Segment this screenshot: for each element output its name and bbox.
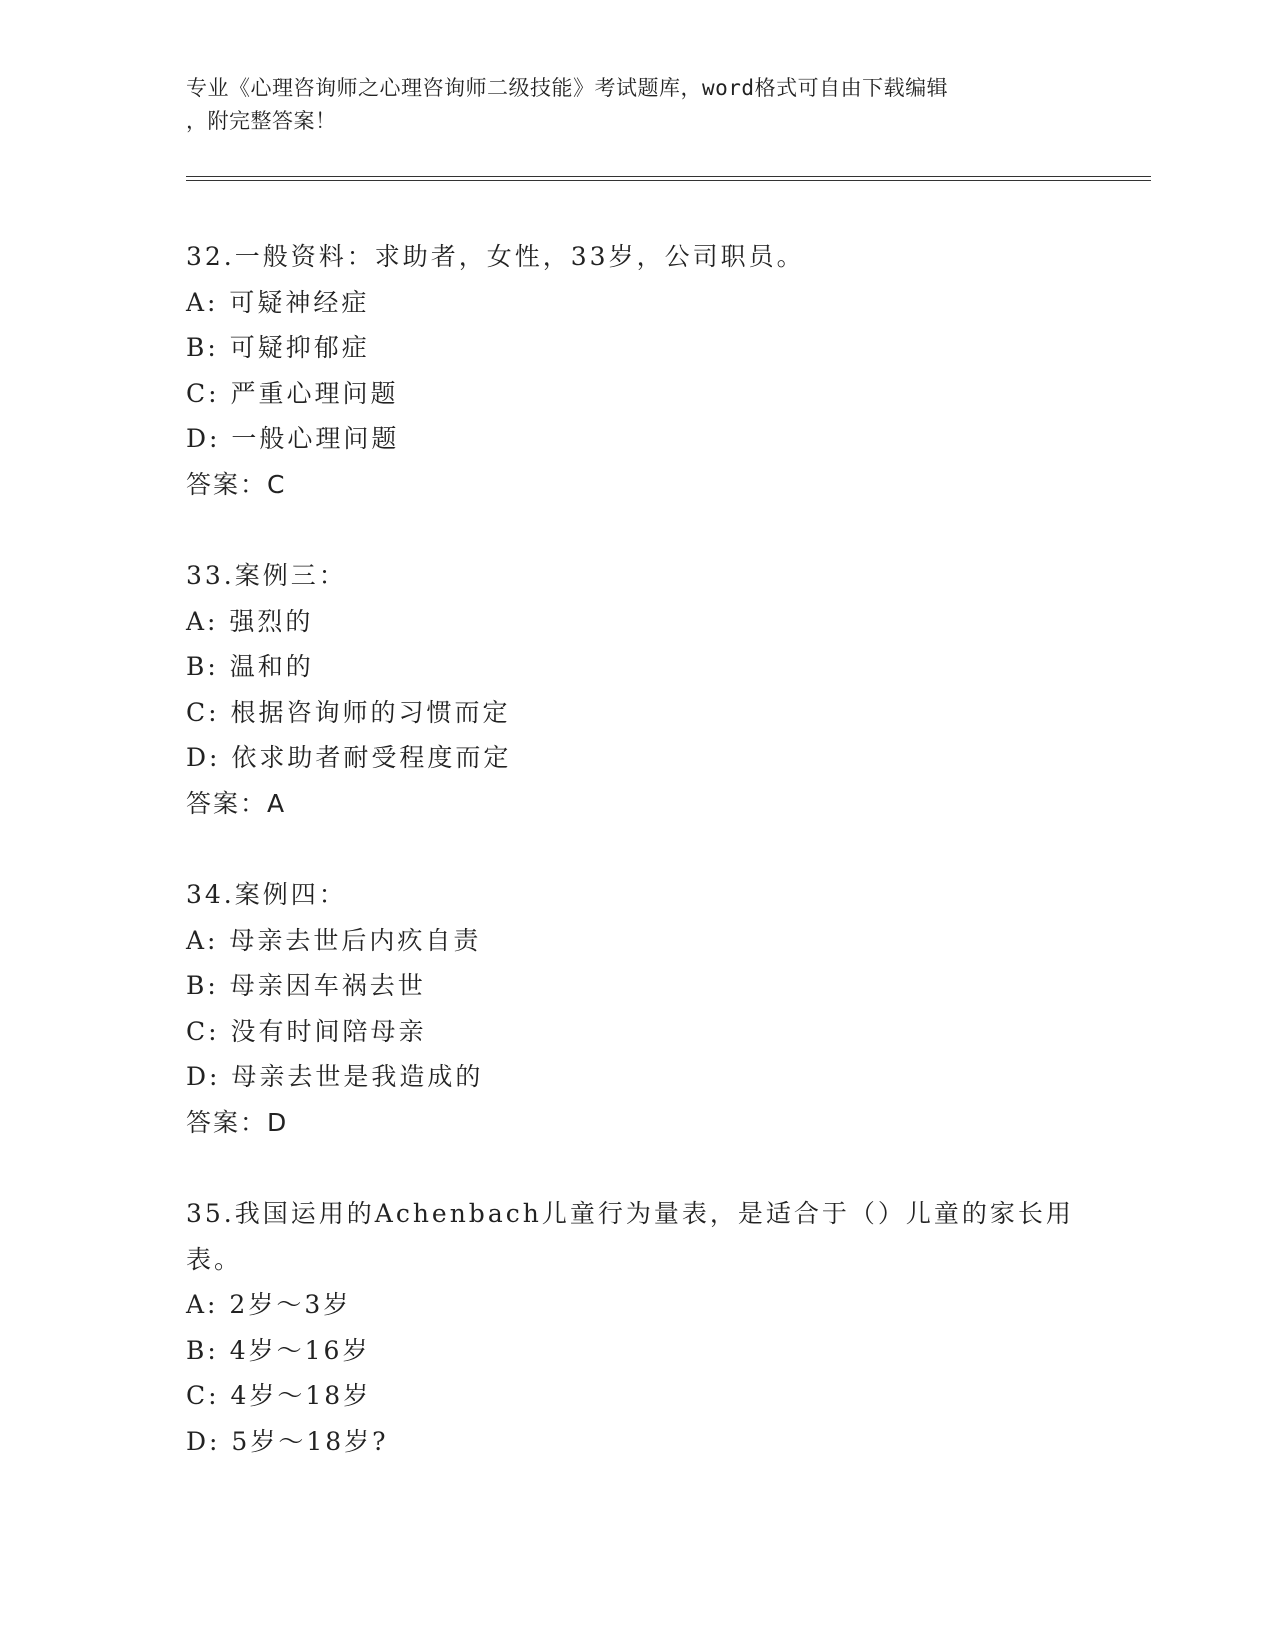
option-d: D: 5岁～18岁?	[186, 1426, 389, 1456]
page-header	[186, 72, 1086, 138]
question-stem: 32.一般资料：求助者，女性，33岁，公司职员。	[186, 242, 805, 271]
question-stem: 34.案例四：	[186, 880, 347, 909]
question-stem: 33.案例三：	[186, 561, 347, 590]
answer: 答案：D	[186, 1107, 289, 1137]
option-a: A: 强烈的	[186, 606, 314, 636]
question-32	[186, 234, 1086, 507]
option-d: D: 母亲去世是我造成的	[186, 1062, 484, 1091]
option-d: D: 一般心理问题	[186, 424, 400, 453]
answer: 答案：C	[186, 469, 287, 499]
question-stem-line-1: 35.我国运用的Achenbach儿童行为量表，是适合于（）儿童的家长用	[186, 1199, 1074, 1228]
option-c: C: 没有时间陪母亲	[186, 1016, 427, 1046]
header-line-2: ，附完整答案！	[186, 109, 337, 133]
option-c: C: 根据咨询师的习惯而定	[186, 697, 511, 727]
option-a: A: 2岁～3岁	[186, 1290, 352, 1319]
answer: 答案：A	[186, 788, 287, 818]
question-34	[186, 872, 1086, 1145]
option-c: C: 4岁～18岁	[186, 1381, 372, 1410]
option-b: B: 可疑抑郁症	[186, 333, 370, 362]
question-stem-line-2: 表。	[186, 1244, 243, 1274]
question-33	[186, 553, 1086, 826]
option-d: D: 依求助者耐受程度而定	[186, 743, 512, 772]
option-c: C: 严重心理问题	[186, 378, 399, 408]
question-35	[186, 1191, 1086, 1464]
option-b: B: 4岁～16岁	[186, 1335, 371, 1365]
header-double-rule	[186, 176, 1151, 181]
option-b: B: 母亲因车祸去世	[186, 971, 426, 1000]
option-a: A: 母亲去世后内疚自责	[186, 925, 482, 955]
header-line-1: 专业《心理咨询师之心理咨询师二级技能》考试题库，word格式可自由下载编辑	[186, 76, 949, 100]
option-b: B: 温和的	[186, 652, 314, 681]
option-a: A: 可疑神经症	[186, 287, 370, 317]
question-list	[186, 234, 1086, 1510]
